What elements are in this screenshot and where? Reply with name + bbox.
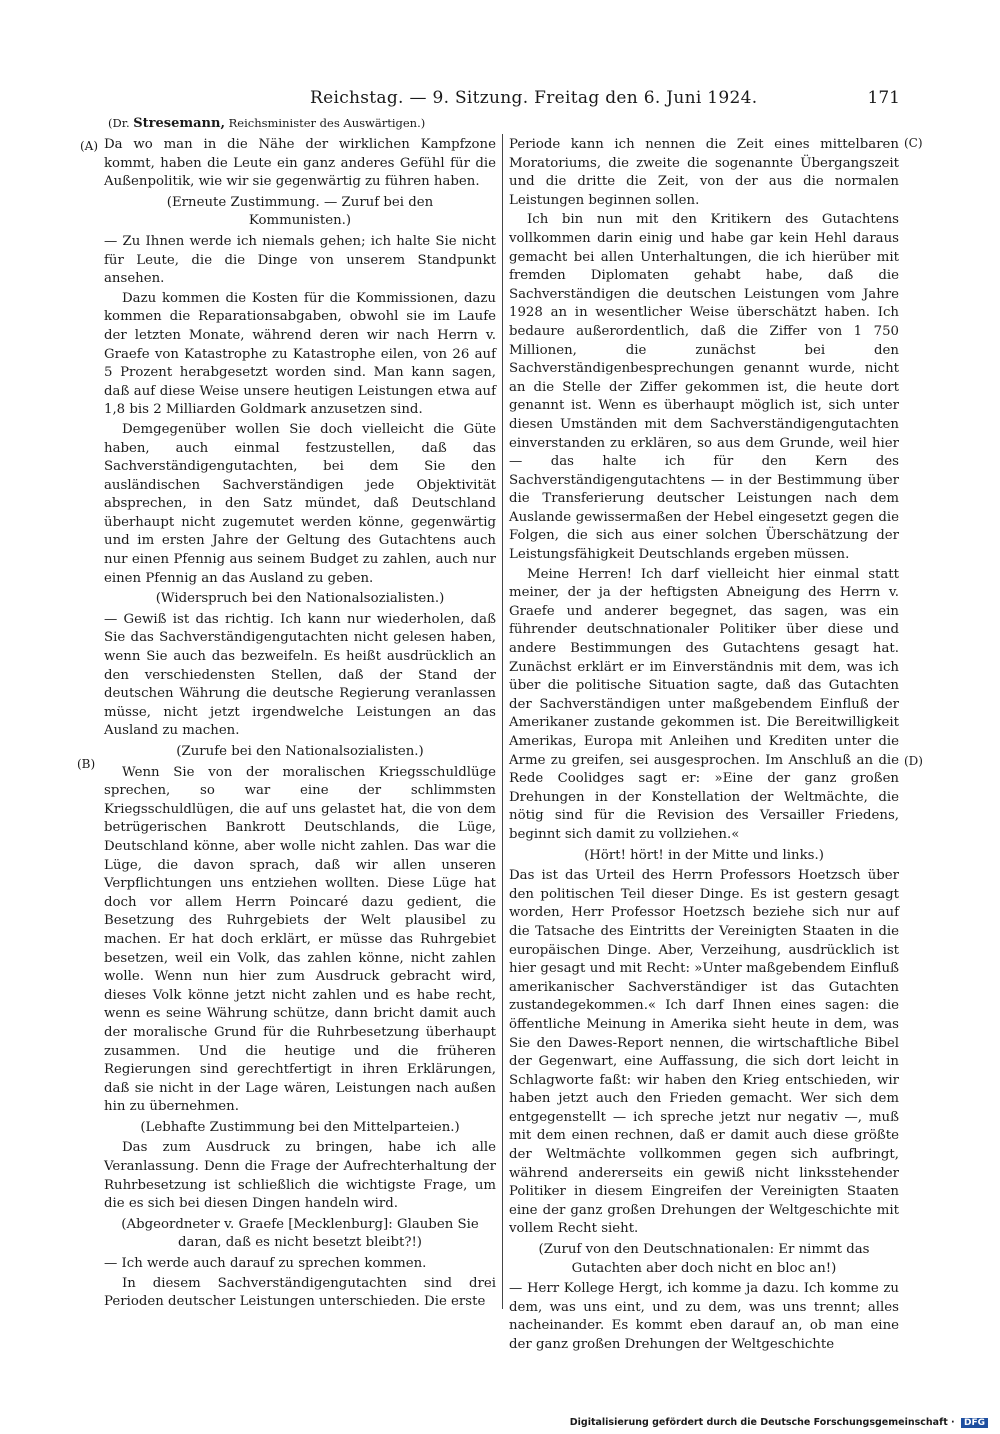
speaker-name: Stresemann, xyxy=(133,116,225,131)
interjection: (Erneute Zustimmung. — Zuruf bei den Kommunisten.) xyxy=(166,194,434,229)
paragraph: Periode kann ich nennen die Zeit eines mittelbaren Moratoriums, die zweite die sogenannte Übergangszeit und die dritte die Zeit, von der aus die normalen Leistungen beginnen sollen. xyxy=(509,137,899,208)
interjection: (Abgeordneter v. Graefe [Mecklenburg]: Glauben Sie daran, daß es nicht besetzt bleibt?!) xyxy=(121,1216,479,1251)
paragraph: Da wo man in die Nähe der wirklichen Kampfzone kommt, haben die Leute ein ganz anderes Gefühl für die Außenpolitik, wie wir sie gegenwärtig zu führen haben. xyxy=(104,137,496,190)
interjection: (Lebhafte Zustimmung bei den Mittelparteien.) xyxy=(140,1119,460,1135)
page-header xyxy=(100,88,900,112)
interjection: (Zuruf von den Deutschnationalen: Er nimmt das Gutachten aber doch nicht en bloc an!) xyxy=(538,1242,870,1276)
footer-credit: Digitalisierung gefördert durch die Deutsche Forschungsgemeinschaft · DFG xyxy=(570,1417,988,1428)
page-number: 171 xyxy=(867,88,900,108)
paragraph: Das ist das Urteil des Herrn Professors Hoetzsch über den politischen Teil dieser Dinge. Es ist gestern gesagt worden, Herr Professor Hoetzsch beziehe sich nur auf die Tatsache des Eintritts der Vereinigten Staaten in die europäischen Dinge. Aber, Verzeihung, ausdrücklich ist hier gesagt und mit Recht: »Unter maßgebendem Einfluß amerikanischer Sachverständiger ist das Gutachten zustandegekommen.« Ich darf Ihnen eines sagen: die öffentliche Meinung in Amerika sieht heute in dem, was Sie den Dawes-Report nennen, die wirtschaftliche Bibel der Gegenwart, eine Auffassung, die sich dort leicht in Schlagworte faßt: wir haben den Krieg entschieden, wir haben jetzt auch den Frieden gemacht. Wer sich dem entgegenstellt — ich spreche jetzt nur negativ —, muß mit dem einen rechnen, daß er damit auch diese größte der Weltmächte vollkommen gegen sich aufbringt, während andererseits ein gewiß nicht linksstehender Politiker in diesem Eingreifen der Vereinigten Staaten eine der ganz großen Drehungen der Weltgeschichte mit vollem Recht sieht. xyxy=(509,868,899,1237)
paragraph: — Zu Ihnen werde ich niemals gehen; ich halte Sie nicht für Leute, die die Dinge von unserem Standpunkt ansehen. xyxy=(104,233,496,287)
paragraph: Wenn Sie von der moralischen Kriegsschuldlüge sprechen, so war eine der schlimmsten Kriegsschuldlügen, die auf uns gelastet hat, die von dem betrügerischen Bankrott Deutschlands, die Lüge, Deutschland könne, aber wolle nicht zahlen. Das war die Lüge, die davon sprach, daß wir allen unseren Verpflichtungen uns entziehen wollten. Diese Lüge hat doch vor allem Herrn Poincaré dazu gedient, die Besetzung des Ruhrgebiets der Welt plausibel zu machen. Er hat doch erklärt, er müsse das Ruhrgebiet besetzen, weil ein Volk, das zahlen könne, nicht zahlen wolle. Wenn nun hier zum Ausdruck gebracht wird, dieses Volk könne jetzt nicht zahlen und es habe recht, wenn es seine Währung schütze, dann bricht damit auch der moralische Grund für die Ruhrbesetzung überhaupt zusammen. Und die heutige und die früheren Regierungen sind gerechtfertigt in ihren Erklärungen, daß sie nicht in der Lage wären, Leistungen nach außen hin zu übernehmen. xyxy=(104,764,496,1115)
margin-mark-c: (C) xyxy=(904,136,923,150)
interjection: (Zurufe bei den Nationalsozialisten.) xyxy=(176,744,424,759)
left-column xyxy=(104,136,496,1313)
paragraph: — Herr Kollege Hergt, ich komme ja dazu. Ich komme zu dem, was uns eint, und zu dem, was uns trennt; alles nacheinander. Es kommt eben darauf an, ob man eine der ganz großen Drehungen der Weltgeschichte xyxy=(509,1281,899,1352)
footer-credit-text: Digitalisierung gefördert durch die Deutsche Forschungsgemeinschaft xyxy=(569,1417,948,1428)
paragraph: Ich bin nun mit den Kritikern des Gutachtens vollkommen darin einig und habe gar kein Hehl daraus gemacht bei allen Unterhaltungen, die ich hierüber mit fremden Diplomaten gehabt habe, daß die Sachverständigen die deutschen Leistungen vom Jahre 1928 an in wesentlicher Weise überschätzt haben. Ich bedaure außerordentlich, daß die Ziffer von 1 750 Millionen, die zunächst bei den Sachverständigenbesprechungen genannt wurde, nicht an die Stelle der Ziffer gekommen ist, die heute dort genannt ist. Wenn es überhaupt möglich ist, sich unter diesen Umständen mit dem Sachverständigengutachten einverstanden zu erklären, so aus dem Grunde, weil hier — das halte ich für den Kern des Sachverständigengutachtens — in der Bestimmung über die Transferierung deutscher Leistungen nach dem Auslande gewissermaßen der Hebel eingesetzt gegen die Folgen, die sich aus einer solchen Überschätzung der Leistungsfähigkeit Deutschlands ergeben müssen. xyxy=(509,212,899,563)
paragraph: — Ich werde auch darauf zu sprechen kommen. xyxy=(104,1256,427,1272)
paragraph: Dazu kommen die Kosten für die Kommissionen, dazu kommen die Reparationsabgaben, obwohl sie im Laufe der letzten Monate, während deren wir nach Herrn v. Graefe von Katastrophe zu Katastrophe eilen, von 26 auf 5 Prozent herabgesetzt worden sind. Man kann sagen, daß auf diese Weise unsere heutigen Leistungen etwa auf 1,8 bis 2 Milliarden Goldmark anzusetzen sind. xyxy=(104,290,496,418)
margin-mark-a: (A) xyxy=(80,139,99,153)
speaker-prefix: (Dr. xyxy=(108,116,130,130)
right-column xyxy=(509,136,899,1356)
speaker-line xyxy=(108,116,425,131)
paragraph: — Gewiß ist das richtig. Ich kann nur wiederholen, daß Sie das Sachverständigengutachten nicht gelesen haben, wenn Sie auch das bezweifeln. Es heißt ausdrücklich an den verschiedensten Stellen, daß der Stand der deutschen Währung die deutsche Regierung veranlassen müsse, nicht jetzt irgendwelche Leistungen an das Ausland zu machen. xyxy=(104,611,496,739)
interjection: (Hört! hört! in der Mitte und links.) xyxy=(584,847,824,863)
dfg-logo: DFG xyxy=(961,1418,988,1428)
running-title: Reichstag. — 9. Sitzung. Freitag den 6. Juni 1924. xyxy=(310,88,758,108)
paragraph: Demgegenüber wollen Sie doch vielleicht die Güte haben, auch einmal festzustellen, daß das Sachverständigengutachten, bei dem Sie den ausländischen Sachverständigen jede Objektivität absprechen, in den Satz mündet, daß Deutschland überhaupt nicht zugemutet werden könne, gegenwärtig und im ersten Jahre der Geltung des Gutachtens auch nur einen Pfennig aus seinem Budget zu zahlen, auch nur einen Pfennig an das Ausland zu geben. xyxy=(104,421,496,586)
paragraph: Das zum Ausdruck zu bringen, habe ich alle Veranlassung. Denn die Frage der Aufrechterhaltung der Ruhrbesetzung ist schließlich die wichtigste Frage, um die es sich bei diesen Dingen handeln wird. xyxy=(104,1140,496,1212)
interjection: (Widerspruch bei den Nationalsozialisten.) xyxy=(155,591,445,607)
paragraph: Meine Herren! Ich darf vielleicht hier einmal statt meiner, der ja der heftigsten Abneigung des Herrn v. Graefe und anderer begegnet, das sagen, was ein führender deutschnationaler Politiker über diese und andere Bestimmungen des Gutachtens gesagt hat. Zunächst erklärt er im Einverständnis mit dem, was ich über die politische Situation sagte, daß das Gutachten der Sachverständigen unter maßgebendem Einfluß der Amerikaner zustande gekommen ist. Die Bereitwilligkeit Amerikas, Europa mit Anleihen und Krediten unter die Arme zu greifen, sei ausgesprochen. Im Anschluß an die Rede Coolidges sagt er: »Eine der ganz großen Drehungen in der Konstellation der Weltmächte, die nötig sind für die Revision des Versailler Friedens, beginnt sich damit zu vollziehen.« xyxy=(509,566,899,842)
margin-mark-b: (B) xyxy=(77,757,96,771)
speaker-role: Reichsminister des Auswärtigen.) xyxy=(228,116,426,130)
column-divider xyxy=(502,134,503,1309)
margin-mark-d: (D) xyxy=(904,754,923,768)
paragraph: In diesem Sachverständigengutachten sind drei Perioden deutscher Leistungen unterschieden. Die erste xyxy=(104,1275,496,1310)
